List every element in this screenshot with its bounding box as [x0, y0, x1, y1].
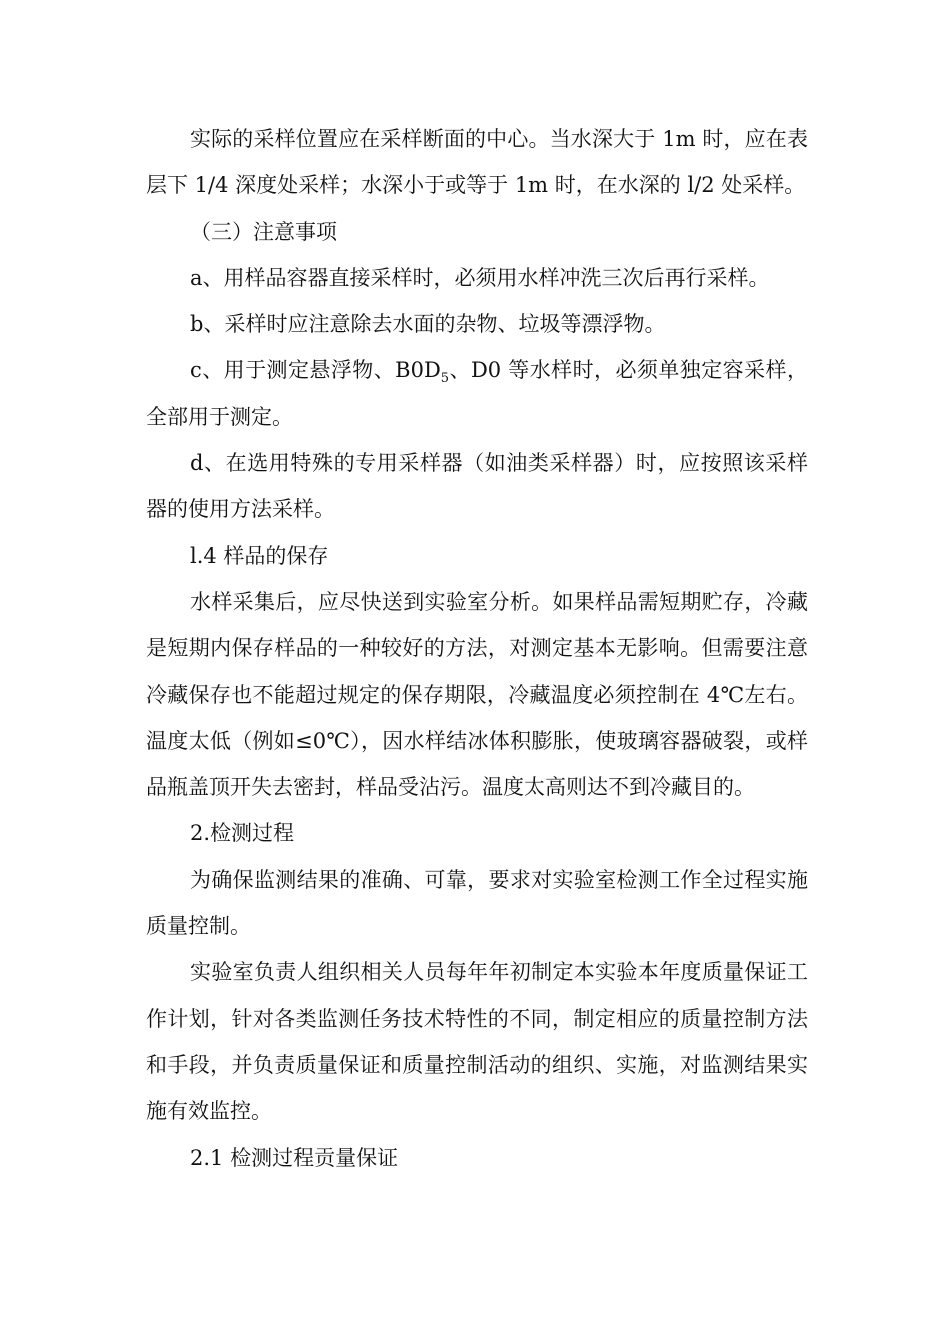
- note-c-text-start: c、用于测定悬浮物、B0D: [190, 358, 441, 383]
- paragraph-note-a: a、用样品容器直接采样时，必须用水样冲洗三次后再行采样。: [190, 265, 770, 290]
- paragraph-note-c: [146, 347, 808, 440]
- heading-quality-assurance: 2.1 检测过程贡量保证: [190, 1145, 399, 1170]
- heading-detection-process: 2.检测过程: [190, 821, 295, 846]
- heading-sample-storage: l.4 样品的保存: [190, 543, 329, 568]
- paragraph-quality-control: 为确保监测结果的准确、可靠，要求对实验室检测工作全过程实施质量控制。: [146, 867, 808, 939]
- note-c-subscript: 5: [440, 371, 450, 387]
- heading-notes: （三）注意事项: [190, 219, 337, 244]
- document-body: [146, 116, 808, 1181]
- paragraph-note-d: d、在选用特殊的专用采样器（如油类采样器）时，应按照该采样器的使用方法采样。: [146, 451, 808, 522]
- paragraph-annual-plan: 实验室负责人组织相关人员每年年初制定本实验本年度质量保证工作计划，针对各类监测任务技术特性的不同，制定相应的质量控制方法和手段，并负责质量保证和质量控制活动的组织、实施，对监测结果实施有效监控。: [146, 960, 808, 1124]
- note-c-text-end: 、D0 等水样时，必须单独定容采样，全部用于测定。: [146, 358, 808, 429]
- paragraph-sampling-position: 实际的采样位置应在采样断面的中心。当水深大于 1m 时，应在表层下 1/4 深度处采样；水深小于或等于 1m 时，在水深的 l/2 处采样。: [146, 127, 808, 198]
- paragraph-sample-storage: 水样采集后，应尽快送到实验室分析。如果样品需短期贮存，冷藏是短期内保存样品的一种较好的方法，对测定基本无影响。但需要注意冷藏保存也不能超过规定的保存期限，冷藏温度必须控制在 4℃左右。温度太低（例如≤0℃），因水样结冰体积膨胀，使玻璃容器破裂，或样品瓶盖顶开失去密封，样品受沾污。温度太高则达不到冷藏目的。: [146, 589, 808, 800]
- paragraph-note-b: b、采样时应注意除去水面的杂物、垃圾等漂浮物。: [190, 312, 666, 337]
